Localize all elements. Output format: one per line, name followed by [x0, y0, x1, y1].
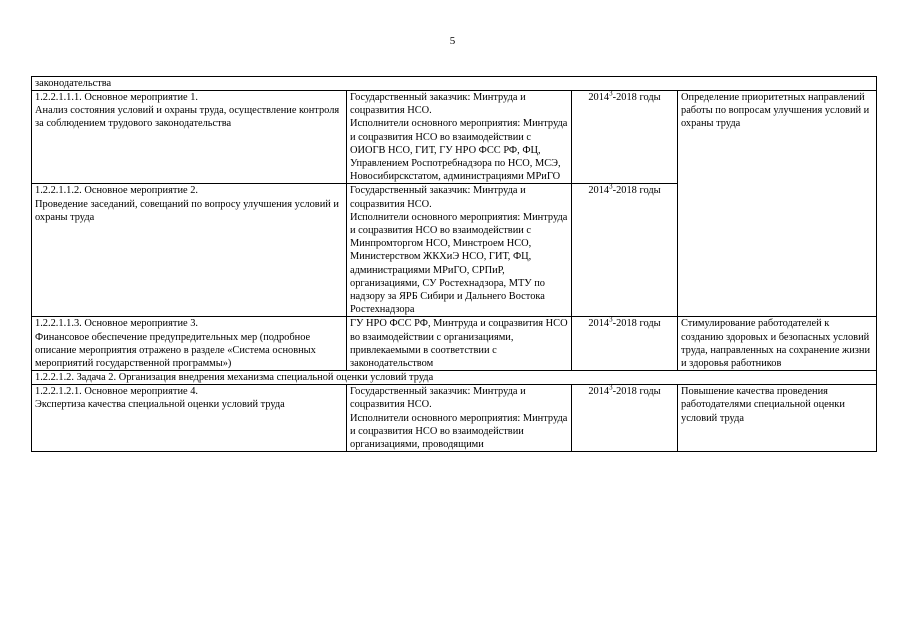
period-end: -2018 годы — [612, 386, 661, 398]
event-cell: 1.2.2.1.2.1. Основное мероприятие 4. Экспертиза качества специальной оценки условий труда — [32, 385, 347, 452]
period-start: 2014 — [588, 92, 610, 103]
period-start: 2014 — [588, 185, 610, 197]
table-row — [32, 184, 877, 317]
table-row — [32, 317, 877, 371]
executors-cell: Государственный заказчик: Минтруда и соцразвития НСО. Исполнители основного мероприятия: Минтруда и соцразвития НСО во взаимодействии с ОИОГВ НСО, ГИТ, ГУ НРО ФСС РФ, ФЦ, Управлением Роспотребнадзора по НСО, МСЭ, Новосибирскстатом, администрациями МРиГО — [347, 91, 572, 184]
section-continuation-cell: законодательства — [32, 77, 877, 91]
period-start: 2014 — [588, 386, 610, 398]
task-heading-cell: 1.2.2.1.2. Задача 2. Организация внедрения механизма специальной оценки условий труда — [32, 371, 877, 385]
period-cell — [572, 91, 678, 184]
executors-cell: Государственный заказчик: Минтруда и соцразвития НСО. Исполнители основного мероприятия: Минтруда и соцразвития НСО во взаимодействии с Минпромторгом НСО, Минстроем НСО, Министерством ЖКХиЭ НСО, ГИТ, ФЦ, администрациями МРиГО, СРПиР, организациями, СУ Ростехнадзора, МТУ по надзору за ЯРБ Сибири и Дальнего Востока Ростехнадзора — [347, 184, 572, 317]
event-cell: 1.2.2.1.1.3. Основное мероприятие 3. Финансовое обеспечение предупредительных мер (подробное описание мероприятия отражено в разделе «Система основных мероприятий государственной программы») — [32, 317, 347, 371]
result-cell: Стимулирование работодателей к созданию здоровых и безопасных условий труда, направленных на сохранение жизни и здоровья работников — [678, 317, 877, 371]
result-cell — [678, 184, 877, 317]
period-footnote: 3 — [609, 315, 613, 324]
table-row — [32, 91, 877, 184]
period-end: -2018 годы — [612, 92, 661, 103]
table-row — [32, 385, 877, 452]
events-table — [31, 76, 877, 452]
period-end: -2018 годы — [612, 318, 661, 330]
period-end: -2018 годы — [612, 185, 661, 197]
section-continuation-row — [32, 77, 877, 91]
page-number: 5 — [449, 35, 456, 47]
task-heading-row — [32, 371, 877, 385]
period-footnote: 3 — [609, 89, 613, 98]
result-cell: Повышение качества проведения работодателями специальной оценки условий труда — [678, 385, 877, 452]
executors-cell: Государственный заказчик: Минтруда и соцразвития НСО. Исполнители основного мероприятия: Минтруда и соцразвития НСО во взаимодействии организациями, проводящими — [347, 385, 572, 452]
period-cell — [572, 317, 678, 371]
period-footnote: 3 — [609, 383, 613, 392]
period-footnote: 3 — [609, 182, 613, 191]
period-cell — [572, 385, 678, 452]
executors-cell: ГУ НРО ФСС РФ, Минтруда и соцразвития НСО во взаимодействии с организациями, привлекаемыми в соответствии с законодательством — [347, 317, 572, 371]
result-cell: Определение приоритетных направлений работы по вопросам улучшения условий и охраны труда — [678, 91, 877, 184]
period-start: 2014 — [588, 318, 610, 330]
period-cell — [572, 184, 678, 317]
event-cell: 1.2.2.1.1.1. Основное мероприятие 1. Анализ состояния условий и охраны труда, осуществление контроля за соблюдением трудового законодательства — [32, 91, 347, 184]
event-cell: 1.2.2.1.1.2. Основное мероприятие 2. Проведение заседаний, совещаний по вопросу улучшения условий и охраны труда — [32, 184, 347, 317]
